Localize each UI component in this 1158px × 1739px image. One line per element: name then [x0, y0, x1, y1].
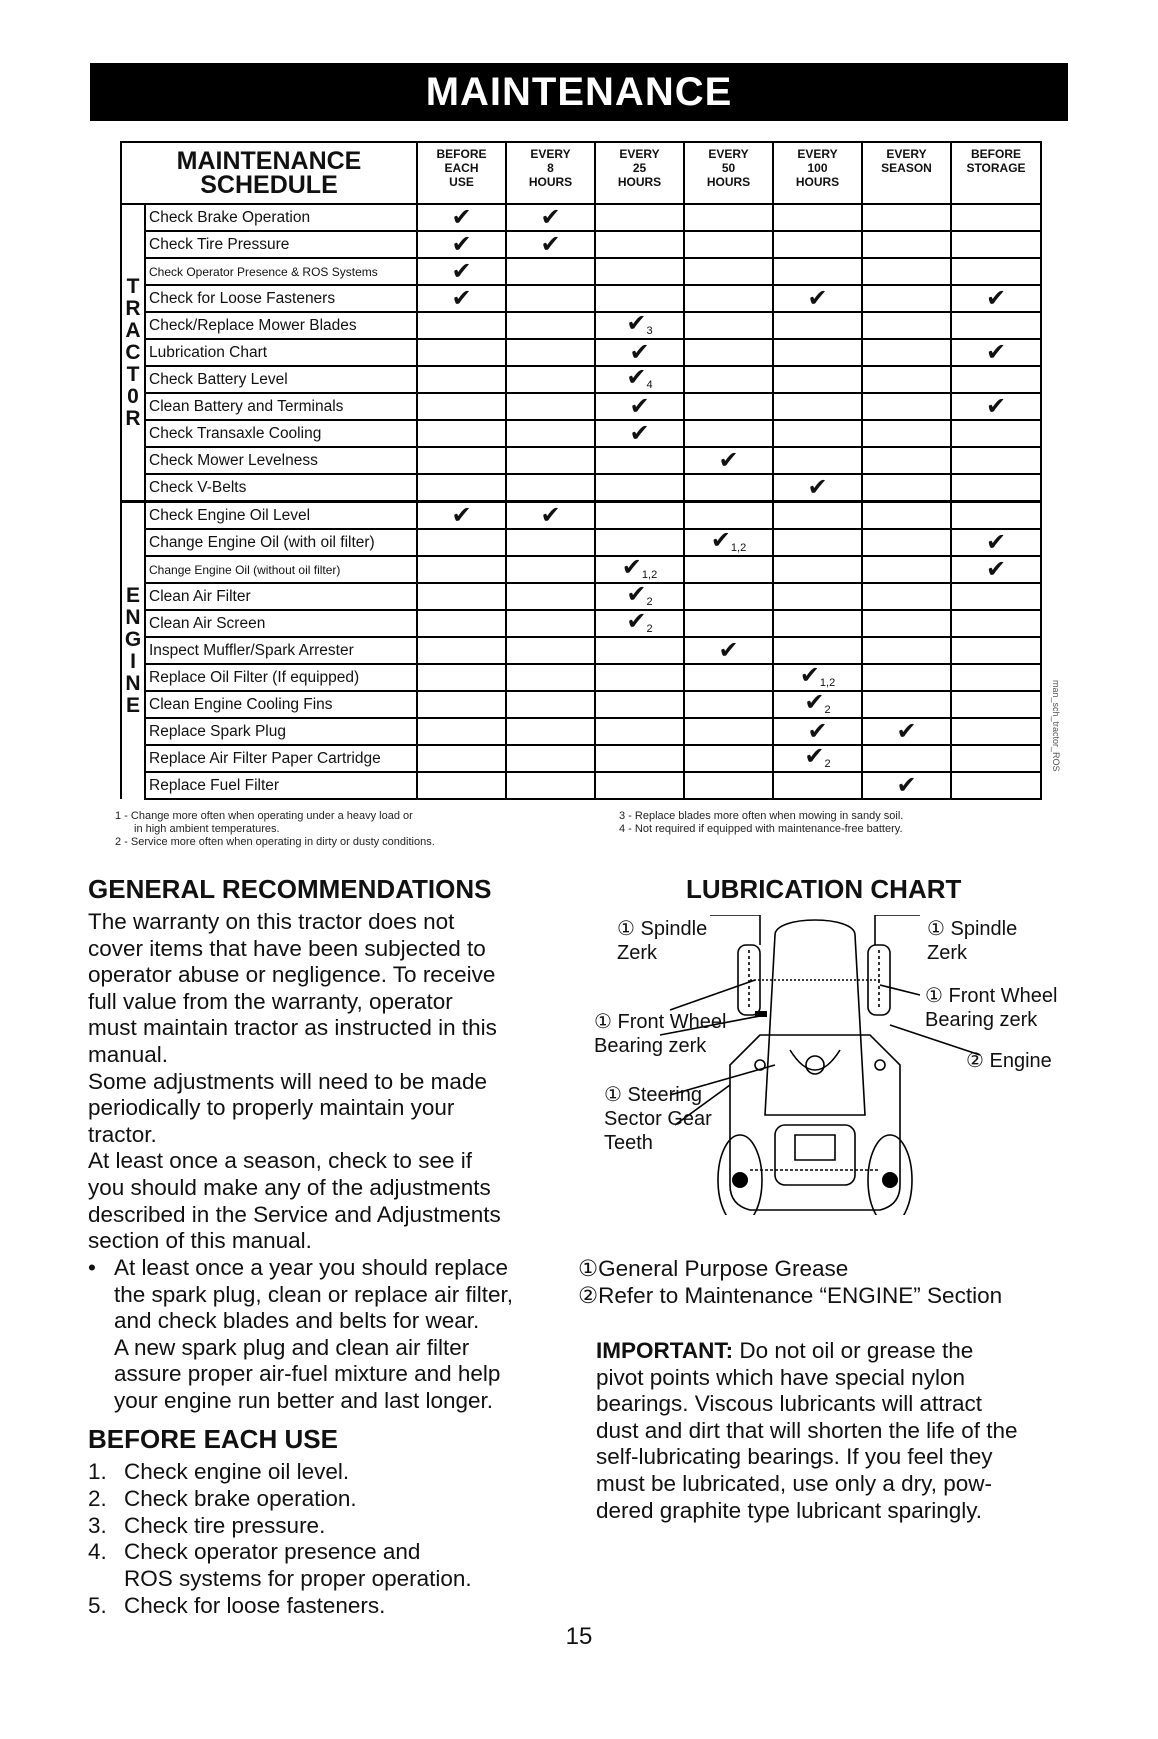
- task-label: Change Engine Oil (with oil filter): [145, 529, 417, 556]
- schedule-cell: [862, 312, 951, 339]
- schedule-cell: [951, 610, 1041, 637]
- schedule-cell: [684, 691, 773, 718]
- category-letter: E: [125, 694, 140, 717]
- schedule-cell: [595, 529, 684, 556]
- schedule-row: [121, 718, 1041, 745]
- check-mark-icon: ✔: [684, 447, 773, 474]
- schedule-cell: [684, 312, 773, 339]
- schedule-row: [121, 420, 1041, 447]
- schedule-header-row: [121, 142, 1041, 204]
- task-label: Replace Oil Filter (If equipped): [145, 664, 417, 691]
- important-label: IMPORTANT:: [596, 1338, 734, 1363]
- schedule-cell: [506, 637, 595, 664]
- task-label: Clean Air Filter: [145, 583, 417, 610]
- schedule-cell: [595, 637, 684, 664]
- task-label: Inspect Muffler/Spark Arrester: [145, 637, 417, 664]
- schedule-cell: [506, 718, 595, 745]
- label-steering: ① Steering Sector Gear Teeth: [604, 1084, 712, 1154]
- schedule-cell: [506, 772, 595, 799]
- schedule-cell: [773, 312, 862, 339]
- schedule-cell: [862, 556, 951, 583]
- schedule-cell: [862, 393, 951, 420]
- col-header: EVERY 100 HOURS: [773, 142, 862, 204]
- category-letter: N: [125, 672, 141, 695]
- schedule-cell: [595, 474, 684, 502]
- schedule-cell: [951, 204, 1041, 231]
- schedule-cell: [951, 447, 1041, 474]
- schedule-cell: [951, 420, 1041, 447]
- category-letter: R: [125, 296, 141, 320]
- schedule-row: [121, 474, 1041, 502]
- check-mark-icon: ✔: [951, 529, 1041, 556]
- schedule-cell: [773, 583, 862, 610]
- schedule-cell: [417, 339, 506, 366]
- task-label: Replace Air Filter Paper Cartridge: [145, 745, 417, 772]
- check-mark-icon: $✔_2$: [773, 691, 862, 718]
- schedule-cell: [417, 420, 506, 447]
- task-label: Check Battery Level: [145, 366, 417, 393]
- schedule-cell: [506, 447, 595, 474]
- schedule-title-line2: SCHEDULE: [200, 171, 338, 199]
- check-mark-icon: $✔_2$: [595, 583, 684, 610]
- schedule-cell: [862, 583, 951, 610]
- schedule-cell: [862, 474, 951, 502]
- schedule-cell: [862, 420, 951, 447]
- check-mark-icon: $✔_4$: [595, 366, 684, 393]
- schedule-cell: [773, 231, 862, 258]
- schedule-row: [121, 285, 1041, 312]
- schedule-row: [121, 664, 1041, 691]
- check-mark-icon: ✔: [773, 285, 862, 312]
- check-mark-icon: ✔: [951, 556, 1041, 583]
- list-item: 2. Check brake operation.: [88, 1485, 357, 1511]
- task-label: Check V-Belts: [145, 474, 417, 502]
- check-mark-icon: ✔: [506, 231, 595, 258]
- schedule-cell: [506, 610, 595, 637]
- check-mark-icon: $✔_2$: [595, 610, 684, 637]
- task-label: Check Engine Oil Level: [145, 502, 417, 530]
- check-mark-icon: ✔: [684, 637, 773, 664]
- schedule-cell: [684, 393, 773, 420]
- schedule-cell: [417, 556, 506, 583]
- schedule-cell: [773, 204, 862, 231]
- task-label: Replace Fuel Filter: [145, 772, 417, 799]
- task-label: Check for Loose Fasteners: [145, 285, 417, 312]
- label-front-wheel-right: ① Front Wheel Bearing zerk: [925, 985, 1058, 1031]
- schedule-cell: [684, 204, 773, 231]
- schedule-row: [121, 637, 1041, 664]
- schedule-cell: [417, 610, 506, 637]
- schedule-cell: [595, 772, 684, 799]
- schedule-cell: [595, 718, 684, 745]
- footnote-line: 4 - Not required if equipped with maintenance-free battery.: [619, 823, 903, 835]
- schedule-row: [121, 258, 1041, 285]
- schedule-cell: [684, 502, 773, 530]
- task-label: Change Engine Oil (without oil filter): [145, 556, 417, 583]
- schedule-cell: [506, 474, 595, 502]
- category-letter: R: [125, 406, 141, 430]
- schedule-cell: [417, 583, 506, 610]
- category-letter: C: [125, 340, 141, 364]
- schedule-cell: [417, 637, 506, 664]
- schedule-cell: [595, 231, 684, 258]
- footnote-line: 1 - Change more often when operating under a heavy load or: [115, 810, 413, 822]
- schedule-cell: [595, 447, 684, 474]
- schedule-cell: [773, 366, 862, 393]
- task-label: Clean Battery and Terminals: [145, 393, 417, 420]
- schedule-cell: [951, 583, 1041, 610]
- list-item: ROS systems for proper operation.: [124, 1566, 472, 1592]
- check-mark-icon: ✔: [862, 718, 951, 745]
- schedule-cell: [862, 258, 951, 285]
- before-each-use-heading: BEFORE EACH USE: [88, 1424, 338, 1454]
- schedule-row: [121, 204, 1041, 231]
- schedule-cell: [951, 691, 1041, 718]
- page-banner: MAINTENANCE: [90, 63, 1068, 121]
- check-mark-icon: ✔: [417, 502, 506, 530]
- check-mark-icon: ✔: [417, 258, 506, 285]
- schedule-row: [121, 366, 1041, 393]
- schedule-cell: [417, 718, 506, 745]
- schedule-cell: [684, 583, 773, 610]
- schedule-cell: [506, 366, 595, 393]
- schedule-cell: [595, 285, 684, 312]
- col-header: EVERY 50 HOURS: [684, 142, 773, 204]
- schedule-cell: [862, 664, 951, 691]
- check-mark-icon: $✔_2$: [773, 745, 862, 772]
- task-label: Clean Air Screen: [145, 610, 417, 637]
- schedule-cell: [595, 204, 684, 231]
- schedule-cell: [862, 204, 951, 231]
- before-each-use-list: [88, 1459, 472, 1620]
- schedule-cell: [417, 745, 506, 772]
- schedule-cell: [951, 258, 1041, 285]
- schedule-cell: [862, 285, 951, 312]
- footnotes-right: [619, 810, 903, 836]
- schedule-cell: [951, 312, 1041, 339]
- schedule-row: [121, 393, 1041, 420]
- category-letter: A: [125, 318, 141, 342]
- schedule-cell: [417, 529, 506, 556]
- schedule-cell: [506, 529, 595, 556]
- schedule-cell: [417, 772, 506, 799]
- schedule-cell: [506, 691, 595, 718]
- task-label: Check Brake Operation: [145, 204, 417, 231]
- schedule-cell: [951, 231, 1041, 258]
- schedule-row: [121, 610, 1041, 637]
- schedule-cell: [417, 393, 506, 420]
- footnote-line: 2 - Service more often when operating in dirty or dusty conditions.: [115, 836, 435, 848]
- label-spindle-right: ① Spindle Zerk: [927, 918, 1018, 964]
- schedule-cell: [684, 664, 773, 691]
- schedule-cell: [684, 474, 773, 502]
- schedule-cell: [773, 393, 862, 420]
- schedule-cell: [417, 691, 506, 718]
- category-letter: E: [125, 584, 140, 607]
- label-engine: ② Engine: [966, 1050, 1052, 1072]
- schedule-row: [121, 339, 1041, 366]
- footnote-line: 3 - Replace blades more often when mowing in sandy soil.: [619, 810, 904, 822]
- schedule-cell: [595, 691, 684, 718]
- check-mark-icon: $✔_{1,2}$: [684, 529, 773, 556]
- schedule-cell: [684, 745, 773, 772]
- schedule-cell: [862, 745, 951, 772]
- schedule-cell: [773, 447, 862, 474]
- schedule-cell: [773, 637, 862, 664]
- general-recommendations-heading: GENERAL RECOMMENDATIONS: [88, 874, 492, 904]
- schedule-cell: [951, 772, 1041, 799]
- schedule-cell: [506, 312, 595, 339]
- task-label: Clean Engine Cooling Fins: [145, 691, 417, 718]
- schedule-cell: [773, 502, 862, 530]
- check-mark-icon: ✔: [595, 339, 684, 366]
- schedule-title: [121, 142, 417, 204]
- schedule-cell: [951, 366, 1041, 393]
- schedule-cell: [595, 258, 684, 285]
- schedule-cell: [951, 637, 1041, 664]
- check-mark-icon: ✔: [773, 718, 862, 745]
- task-label: Check Operator Presence & ROS Systems: [145, 258, 417, 285]
- schedule-cell: [951, 502, 1041, 530]
- footnotes-left: [115, 810, 435, 849]
- lubrication-legend: ①General Purpose Grease ②Refer to Maintenance “ENGINE” Section: [578, 1256, 1003, 1308]
- schedule-cell: [862, 231, 951, 258]
- schedule-cell: [951, 745, 1041, 772]
- check-mark-icon: $✔_{1,2}$: [773, 664, 862, 691]
- schedule-cell: [506, 339, 595, 366]
- schedule-cell: [773, 772, 862, 799]
- engine-category-label: [121, 502, 145, 800]
- list-item: 1. Check engine oil level.: [88, 1459, 350, 1484]
- schedule-cell: [773, 420, 862, 447]
- schedule-cell: [684, 258, 773, 285]
- schedule-cell: [862, 339, 951, 366]
- category-letter: 0: [127, 384, 139, 408]
- schedule-cell: [595, 664, 684, 691]
- col-header: EVERY 25 HOURS: [595, 142, 684, 204]
- task-label: Replace Spark Plug: [145, 718, 417, 745]
- label-spindle-left: ① Spindle Zerk: [617, 918, 708, 964]
- col-header: EVERY 8 HOURS: [506, 142, 595, 204]
- category-letter: T: [126, 274, 140, 298]
- category-letter: T: [126, 362, 140, 386]
- general-bullet: • At least once a year you should replace the spark plug, clean or replace air filter, and check blades and belts for wear. A new spark plug and clean air filter assure proper air-fuel mixture and help your engine run better and last longer.: [88, 1255, 513, 1413]
- schedule-row: [121, 529, 1041, 556]
- schedule-cell: [684, 556, 773, 583]
- schedule-cell: [684, 285, 773, 312]
- check-mark-icon: ✔: [417, 204, 506, 231]
- schedule-row: [121, 583, 1041, 610]
- check-mark-icon: $✔_3$: [595, 312, 684, 339]
- check-mark-icon: ✔: [506, 502, 595, 530]
- check-mark-icon: ✔: [951, 393, 1041, 420]
- category-letter: G: [124, 628, 142, 651]
- check-mark-icon: ✔: [773, 474, 862, 502]
- schedule-cell: [506, 745, 595, 772]
- general-paragraph: The warranty on this tractor does not cover items that have been subjected to operator abuse or negligence. To receive full value from the warranty, operator must maintain tractor as instructed in this manual. Some adjustments will need to be made periodically to properly maintain your tractor. At least once a season, check to see if you should make any of the adjustments described in the Service and Adjustments section of this manual.: [88, 909, 501, 1254]
- label-front-wheel-left: ① Front Wheel Bearing zerk: [594, 1011, 727, 1057]
- schedule-cell: [684, 339, 773, 366]
- category-letter: I: [130, 650, 136, 673]
- schedule-cell: [773, 556, 862, 583]
- schedule-row: [121, 772, 1041, 799]
- schedule-cell: [417, 474, 506, 502]
- schedule-cell: [417, 664, 506, 691]
- task-label: Check Mower Levelness: [145, 447, 417, 474]
- task-label: Check/Replace Mower Blades: [145, 312, 417, 339]
- lubrication-chart-heading: LUBRICATION CHART: [686, 874, 962, 904]
- schedule-cell: [506, 285, 595, 312]
- schedule-cell: [506, 664, 595, 691]
- page-number: 15: [565, 1623, 593, 1650]
- schedule-cell: [862, 502, 951, 530]
- schedule-cell: [773, 529, 862, 556]
- schedule-cell: [684, 772, 773, 799]
- schedule-cell: [773, 610, 862, 637]
- schedule-cell: [862, 447, 951, 474]
- schedule-cell: [862, 529, 951, 556]
- list-item: 5. Check for loose fasteners.: [88, 1592, 386, 1618]
- schedule-cell: [506, 556, 595, 583]
- maintenance-schedule-table: [120, 141, 1042, 800]
- schedule-cell: [417, 312, 506, 339]
- important-note: IMPORTANT: Do not oil or grease the pivot points which have special nylon bearings. Viscous lubricants will attract dust and dirt that will shorten the life of the self-lubricating bearings. If you feel they must be lubricated, use only a dry, pow- dered graphite type lubricant sparingly.: [596, 1338, 1018, 1523]
- schedule-cell: [684, 366, 773, 393]
- list-item: 3. Check tire pressure.: [88, 1512, 326, 1538]
- task-label: Check Tire Pressure: [145, 231, 417, 258]
- schedule-row: [121, 447, 1041, 474]
- col-header: BEFORE EACH USE: [417, 142, 506, 204]
- task-label: Lubrication Chart: [145, 339, 417, 366]
- schedule-row: [121, 691, 1041, 718]
- schedule-cell: [862, 610, 951, 637]
- check-mark-icon: ✔: [862, 772, 951, 799]
- bullet-symbol: •: [88, 1255, 96, 1280]
- schedule-cell: [684, 231, 773, 258]
- schedule-cell: [951, 664, 1041, 691]
- list-item: 4. Check operator presence and: [88, 1539, 421, 1565]
- schedule-cell: [684, 420, 773, 447]
- schedule-cell: [506, 258, 595, 285]
- schedule-cell: [417, 447, 506, 474]
- category-letter: N: [125, 606, 141, 629]
- tractor-category-label: [121, 204, 145, 502]
- schedule-cell: [951, 474, 1041, 502]
- schedule-cell: [773, 258, 862, 285]
- schedule-row: [121, 312, 1041, 339]
- schedule-cell: [684, 718, 773, 745]
- schedule-cell: [506, 420, 595, 447]
- check-mark-icon: ✔: [595, 420, 684, 447]
- col-header: BEFORE STORAGE: [951, 142, 1041, 204]
- schedule-cell: [951, 718, 1041, 745]
- check-mark-icon: $✔_{1,2}$: [595, 556, 684, 583]
- check-mark-icon: ✔: [951, 339, 1041, 366]
- schedule-cell: [506, 583, 595, 610]
- schedule-cell: [862, 366, 951, 393]
- check-mark-icon: ✔: [595, 393, 684, 420]
- schedule-cell: [862, 691, 951, 718]
- schedule-row: [121, 745, 1041, 772]
- schedule-cell: [684, 610, 773, 637]
- task-label: Check Transaxle Cooling: [145, 420, 417, 447]
- document-code: man_sch_tractor_ROS: [1051, 680, 1061, 772]
- schedule-cell: [595, 745, 684, 772]
- check-mark-icon: ✔: [506, 204, 595, 231]
- schedule-row: [121, 502, 1041, 530]
- footnote-line: in high ambient temperatures.: [134, 823, 280, 835]
- schedule-cell: [862, 637, 951, 664]
- schedule-title-line1: MAINTENANCE: [176, 147, 362, 175]
- schedule-cell: [417, 366, 506, 393]
- check-mark-icon: ✔: [417, 231, 506, 258]
- schedule-cell: [506, 393, 595, 420]
- schedule-cell: [595, 502, 684, 530]
- schedule-row: [121, 556, 1041, 583]
- check-mark-icon: ✔: [417, 285, 506, 312]
- col-header: EVERY SEASON: [862, 142, 951, 204]
- schedule-row: [121, 231, 1041, 258]
- schedule-cell: [773, 339, 862, 366]
- check-mark-icon: ✔: [951, 285, 1041, 312]
